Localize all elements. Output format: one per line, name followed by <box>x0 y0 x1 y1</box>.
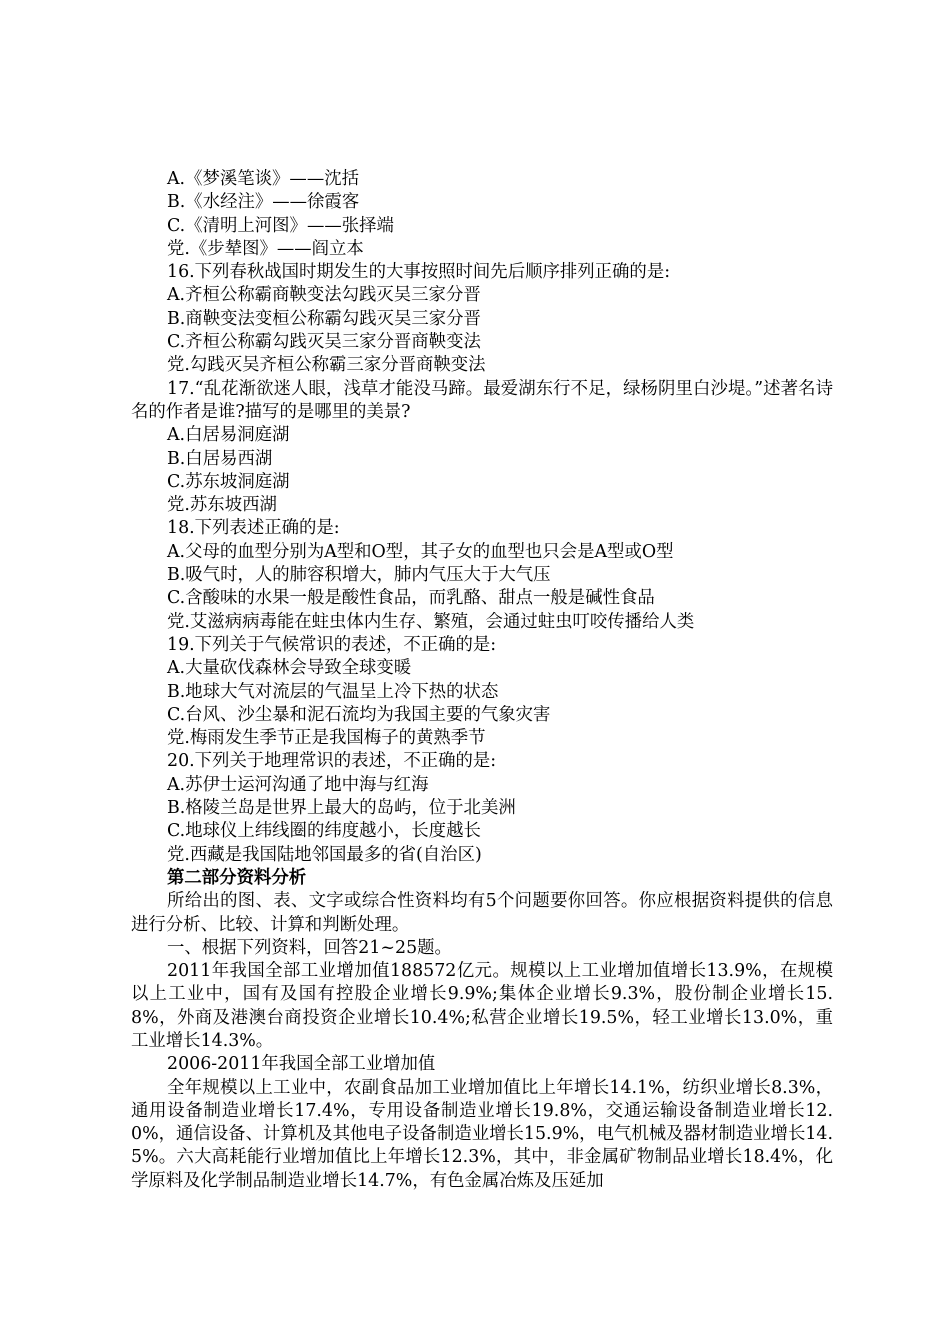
question-17 <box>131 378 833 518</box>
q18-option-c: C.含酸味的水果一般是酸性食品，而乳酪、甜点一般是碱性食品 <box>167 588 655 609</box>
q15-option-a: A.《梦溪笔谈》——沈括 <box>167 169 359 189</box>
question-20 <box>131 750 833 866</box>
q20-option-b: B.格陵兰岛是世界上最大的岛屿，位于北美洲 <box>167 798 516 819</box>
q19-option-c: C.台风、沙尘暴和泥石流均为我国主要的气象灾害 <box>167 704 551 725</box>
q15-option-b: B.《水经注》——徐霞客 <box>167 192 360 213</box>
q16-option-d: 党.勾践灭吴齐桓公称霸三家分晋商鞅变法 <box>167 355 486 376</box>
q17-option-a: A.白居易洞庭湖 <box>167 425 290 446</box>
q19-option-d: 党.梅雨发生季节正是我国梅子的黄熟季节 <box>167 728 486 749</box>
q18-option-b: B.吸气时，人的肺容积增大，肺内气压大于大气压 <box>167 565 551 586</box>
question-19 <box>131 634 833 750</box>
q17-option-d: 党.苏东坡西湖 <box>167 495 277 516</box>
q16-stem: 16.下列春秋战国时期发生的大事按照时间先后顺序排列正确的是: <box>167 262 671 283</box>
section-1-title: 一、根据下列资料，回答21~25题。 <box>167 937 452 958</box>
q20-stem: 20.下列关于地理常识的表述，不正确的是: <box>167 751 497 772</box>
q15-option-c: C.《清明上河图》——张择端 <box>167 215 394 236</box>
q20-option-d: 党.西藏是我国陆地邻国最多的省(自治区) <box>167 844 482 865</box>
q18-option-d: 党.艾滋病病毒能在蛀虫体内生存、繁殖，会通过蛀虫叮咬传播给人类 <box>167 611 695 632</box>
q15-option-d: 党.《步辇图》——阎立本 <box>167 238 364 259</box>
q17-option-b: B.白居易西湖 <box>167 448 273 469</box>
document-body <box>131 168 833 1193</box>
q19-option-a: A.大量砍伐森林会导致全球变暖 <box>167 658 412 679</box>
data-paragraph-2: 全年规模以上工业中，农副食品加工业增加值比上年增长14.1%，纺织业增长8.3%，通用设备制造业增长17.4%，专用设备制造业增长19.8%，交通运输设备制造业增长12.0%，通信设备、计算机及其他电子设备制造业增长15.9%，电气机械及器材制造业增长14.5%。六大高耗能行业增加值比上年增长12.3%，其中，非金属矿物制品业增长18.4%，化学原料及化学制品制造业增长14.7%，有色金属冶炼及压延加 <box>131 1077 833 1191</box>
q17-stem: 17.“乱花渐欲迷人眼，浅草才能没马蹄。最爱湖东行不足，绿杨阴里白沙堤。”述著名诗名的作者是谁?描写的是哪里的美景? <box>131 378 833 422</box>
q18-stem: 18.下列表述正确的是: <box>167 518 340 539</box>
q18-option-a: A.父母的血型分别为A型和O型，其子女的血型也只会是A型或O型 <box>167 541 674 562</box>
part-2-section <box>131 867 833 1193</box>
q17-option-c: C.苏东坡洞庭湖 <box>167 471 290 492</box>
q20-option-c: C.地球仪上纬线圈的纬度越小，长度越长 <box>167 821 481 842</box>
q16-option-b: B.商鞅变法变桓公称霸勾践灭吴三家分晋 <box>167 308 481 329</box>
q20-option-a: A.苏伊士运河沟通了地中海与红海 <box>167 774 429 795</box>
q16-option-a: A.齐桓公称霸商鞅变法勾践灭吴三家分晋 <box>167 285 481 306</box>
part-2-intro: 所给出的图、表、文字或综合性资料均有5个问题要你回答。你应根据资料提供的信息进行分析、比较、计算和判断处理。 <box>131 891 833 935</box>
question-15-options <box>131 168 833 261</box>
data-paragraph-1: 2011年我国全部工业增加值188572亿元。规模以上工业增加值增长13.9%，在规模以上工业中，国有及国有控股企业增长9.9%;集体企业增长9.3%，股份制企业增长15.8%，外商及港澳台商投资企业增长10.4%;私营企业增长19.5%，轻工业增长13.0%，重工业增长14.3%。 <box>131 961 833 1051</box>
q16-option-c: C.齐桓公称霸勾践灭吴三家分晋商鞅变法 <box>167 332 481 353</box>
question-16 <box>131 261 833 377</box>
part-2-heading: 第二部分资料分析 <box>167 867 307 888</box>
question-18 <box>131 517 833 633</box>
q19-option-b: B.地球大气对流层的气温呈上冷下热的状态 <box>167 681 499 702</box>
q19-stem: 19.下列关于气候常识的表述，不正确的是: <box>167 634 497 655</box>
chart-caption: 2006-2011年我国全部工业增加值 <box>167 1054 436 1075</box>
